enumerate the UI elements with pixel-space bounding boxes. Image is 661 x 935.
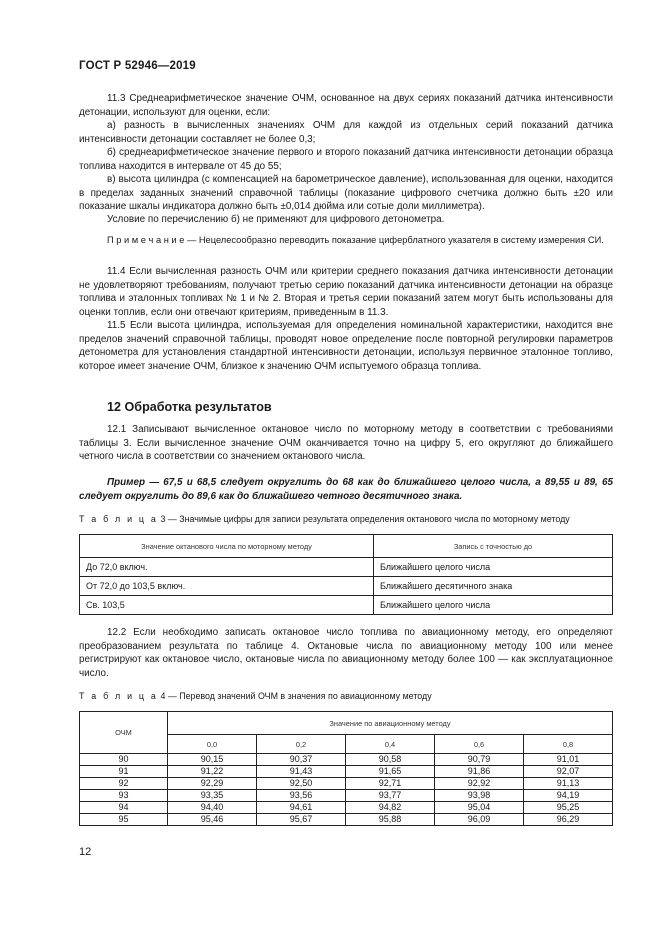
table-4-caption	[79, 691, 432, 701]
table-cell: До 72,0 включ.	[80, 558, 374, 577]
example: Пример — 67,5 и 68,5 следует округлить до 68 как до ближайшего целого числа, а 89,55 и 89, 65 следует округлить до 89,6 как до ближайшего четного десятичного знака.	[79, 477, 613, 502]
table-cell: 91,01	[524, 754, 613, 766]
document-header: ГОСТ Р 52946—2019	[79, 60, 196, 72]
table-3-caption	[79, 514, 570, 524]
table-3-caption-text: 3 — Значимые цифры для записи результата определения октанового числа по моторному методу	[158, 514, 570, 524]
table-cell: 91,65	[346, 766, 435, 778]
table-cell: 90	[80, 754, 168, 766]
table-cell: 96,09	[435, 814, 524, 826]
clause-11-3-item-c: в) высота цилиндра (с компенсацией на барометрическое давление), использованная для оценки, находится в пределах заданных значений справочной таблицы (показание цифрового счетчика должно быть ±20 или показание шкалы индикатора должно быть ±0,014 дюйма или сотые доли миллиметра).	[79, 174, 613, 213]
table-cell: 94	[80, 802, 168, 814]
table-4-header-ochm: ОЧМ	[80, 712, 168, 754]
table-cell: 95,25	[524, 802, 613, 814]
table-4-subheader: 0,6	[435, 735, 524, 754]
table-cell: 96,29	[524, 814, 613, 826]
table-row	[80, 558, 613, 577]
table-cell: 94,61	[257, 802, 346, 814]
note-label: П р и м е ч а н и е	[107, 235, 185, 245]
table-cell: 92,50	[257, 778, 346, 790]
clause-11-5: 11.5 Если высота цилиндра, используемая для определения номинальной характеристики, находится вне пределов значений справочной таблицы, проводят новое определение после повторной регулировки параметров детонометра для установления стандартной интенсивности детонации, используя первичное эталонное топливо, которое имеет значение ОЧМ, близкое к значению ОЧМ испытуемого образца топлива.	[79, 320, 613, 372]
table-cell: Ближайшего десятичного знака	[374, 577, 613, 596]
table-row	[80, 766, 613, 778]
table-cell: 95,67	[257, 814, 346, 826]
table-4-subheader: 0,0	[168, 735, 257, 754]
table-4-subheader: 0,8	[524, 735, 613, 754]
clause-12-2: 12.2 Если необходимо записать октановое число топлива по авиационному методу, его определяют преобразованием результата по таблице 4. Октановые числа по авиационному методу 100 или менее регистрируют как октановое число, октановые числа по авиационному методу более 100 — как эксплуатационное число.	[79, 627, 613, 679]
table-cell: 95,88	[346, 814, 435, 826]
table-cell: 93,56	[257, 790, 346, 802]
table-cell: 91,13	[524, 778, 613, 790]
table-row	[80, 754, 613, 766]
table-cell: 95	[80, 814, 168, 826]
table-cell: 93,35	[168, 790, 257, 802]
table-row	[80, 577, 613, 596]
table-cell: 93	[80, 790, 168, 802]
table-cell: 93,98	[435, 790, 524, 802]
table-3-header-value: Значение октанового числа по моторному методу	[80, 535, 374, 558]
table-3	[79, 534, 613, 615]
table-4-subheader: 0,2	[257, 735, 346, 754]
table-cell: 92,07	[524, 766, 613, 778]
table-cell: 91	[80, 766, 168, 778]
table-4-caption-label: Т а б л и ц а	[79, 691, 158, 701]
table-cell: 92,92	[435, 778, 524, 790]
table-cell: 90,37	[257, 754, 346, 766]
table-cell: Ближайшего целого числа	[374, 596, 613, 615]
table-cell: 93,77	[346, 790, 435, 802]
note	[79, 234, 613, 248]
table-row	[80, 790, 613, 802]
clause-11-3-item-b: б) среднеарифметическое значение первого и второго показаний датчика интенсивности детонации образца топлива находится в интервале от 45 до 55;	[79, 147, 613, 172]
table-cell: 92,71	[346, 778, 435, 790]
table-cell: 91,22	[168, 766, 257, 778]
clause-11-3-intro: 11.3 Среднеарифметическое значение ОЧМ, основанное на двух сериях показаний датчика интенсивности детонации, используют для оценки, если:	[79, 93, 613, 118]
table-cell: От 72,0 до 103,5 включ.	[80, 577, 374, 596]
table-cell: 90,15	[168, 754, 257, 766]
table-cell: 90,79	[435, 754, 524, 766]
table-cell: 92	[80, 778, 168, 790]
table-4-subheader: 0,4	[346, 735, 435, 754]
clause-11-3-condition: Условие по перечислению б) не применяют для цифрового детонометра.	[107, 214, 445, 225]
table-4-header-group: Значение по авиационному методу	[168, 712, 613, 735]
table-3-header-precision: Запись с точностью до	[374, 535, 613, 558]
table-cell: 95,46	[168, 814, 257, 826]
table-cell: 94,82	[346, 802, 435, 814]
table-row	[80, 596, 613, 615]
table-cell: 91,86	[435, 766, 524, 778]
table-cell: Св. 103,5	[80, 596, 374, 615]
table-cell: 94,40	[168, 802, 257, 814]
table-cell: 94,19	[524, 790, 613, 802]
table-4-caption-text: 4 — Перевод значений ОЧМ в значения по авиационному методу	[158, 691, 432, 701]
table-row	[80, 814, 613, 826]
clause-11-4: 11.4 Если вычисленная разность ОЧМ или критерии среднего показания датчика интенсивности детонации не удовлетворяют требованиям, получают третью серию показаний датчика интенсивности детонации на образце топлива и эталонных топливах № 1 и № 2. Вторая и третья серии показаний затем могут быть использованы для оценки топлив, если они отвечают критериям, приведенным в 11.3.	[79, 266, 613, 318]
table-cell: 95,04	[435, 802, 524, 814]
table-row	[80, 802, 613, 814]
table-4	[79, 711, 613, 826]
table-cell: 91,43	[257, 766, 346, 778]
clause-12-1: 12.1 Записывают вычисленное октановое число по моторному методу в соответствии с требованиями таблицы 3. Если вычисленное значение ОЧМ оканчивается точно на цифру 5, его округляют до ближайшего четного числа в соответствии со значением октанового числа.	[79, 424, 613, 463]
table-cell: Ближайшего целого числа	[374, 558, 613, 577]
table-cell: 90,58	[346, 754, 435, 766]
table-cell: 92,29	[168, 778, 257, 790]
clause-11-3-item-a: а) разность в вычисленных значениях ОЧМ для каждой из отдельных серий показаний датчика интенсивности детонации составляет не более 0,3;	[79, 120, 613, 145]
note-text: — Нецелесообразно переводить показание циферблатного указателя в систему измерения СИ.	[184, 235, 604, 245]
table-3-caption-label: Т а б л и ц а	[79, 514, 158, 524]
page-number: 12	[79, 846, 92, 858]
section-12-title: 12 Обработка результатов	[107, 400, 272, 414]
table-row	[80, 778, 613, 790]
